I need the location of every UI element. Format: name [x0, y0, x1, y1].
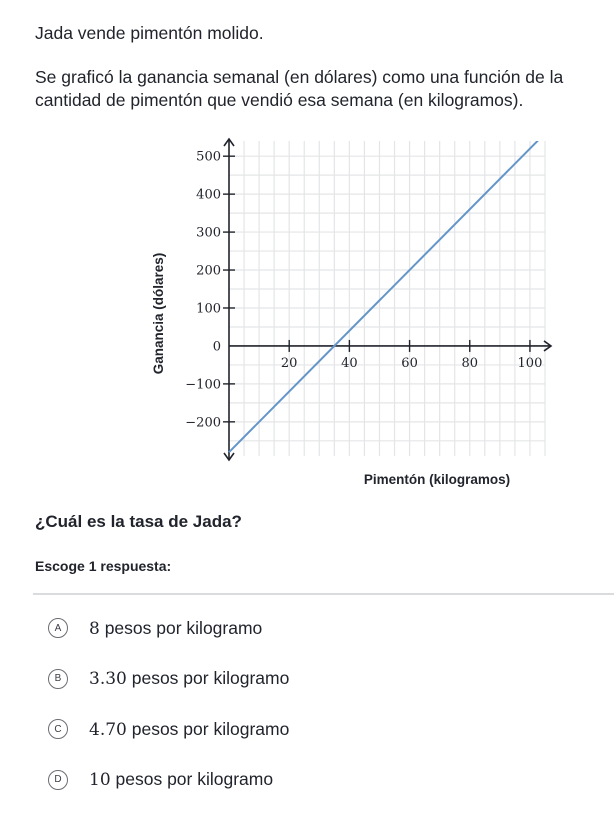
y-tick-label: −100: [185, 377, 221, 393]
x-tick-label: 100: [517, 355, 543, 371]
choice-a-unit: pesos por kilogramo: [104, 617, 263, 638]
choice-a[interactable]: [48, 603, 608, 654]
choice-d-text: [89, 769, 273, 790]
choice-c-text: [89, 719, 289, 740]
choice-a-number: 8: [89, 618, 100, 639]
choice-a-text: [89, 618, 262, 639]
choice-c-unit: pesos por kilogramo: [131, 718, 290, 739]
choice-b-text: [89, 668, 289, 689]
choice-d-number: 10: [89, 770, 111, 791]
problem-statement: [35, 22, 610, 133]
x-tick-label: 60: [401, 355, 418, 371]
choice-b-unit: pesos por kilogramo: [131, 668, 290, 689]
answer-choices: [48, 603, 608, 805]
y-tick-label: 300: [196, 225, 221, 241]
profit-chart: [140, 132, 560, 497]
choice-b[interactable]: [48, 654, 608, 705]
choice-b-number: 3.30: [89, 669, 127, 690]
choice-d-unit: pesos por kilogramo: [115, 769, 274, 790]
y-tick-label: 100: [196, 301, 221, 317]
intro-text: Jada vende pimentón molido.: [35, 23, 264, 43]
choice-c-letter: C: [48, 719, 68, 739]
x-axis-label: Pimentón (kilogramos): [363, 472, 511, 487]
choice-c[interactable]: [48, 704, 608, 755]
y-tick-label: 0: [212, 339, 221, 355]
x-tick-label: 20: [280, 355, 298, 371]
choice-d[interactable]: [48, 755, 608, 806]
choice-c-number: 4.70: [89, 719, 127, 740]
series-line: [229, 136, 542, 452]
choice-b-letter: B: [48, 669, 68, 689]
y-tick-label: 200: [196, 263, 221, 279]
x-tick-label: 40: [341, 355, 358, 371]
choice-a-letter: A: [48, 618, 68, 638]
y-tick-label: 500: [196, 149, 221, 165]
y-tick-label: 400: [196, 187, 221, 203]
x-tick-label: 80: [461, 355, 479, 371]
y-tick-label: −200: [185, 415, 221, 431]
y-axis-label: Ganancia (dólares): [151, 252, 166, 375]
choice-d-letter: D: [48, 770, 68, 790]
divider: [33, 593, 614, 595]
answer-instructions: Escoge 1 respuesta:: [35, 558, 172, 574]
question-text: ¿Cuál es la tasa de Jada?: [35, 512, 242, 531]
description-text: Se graficó la ganancia semanal (en dólares) como una función de la cantidad de pimentón que vendió esa semana (en kilogramos).: [35, 67, 564, 110]
